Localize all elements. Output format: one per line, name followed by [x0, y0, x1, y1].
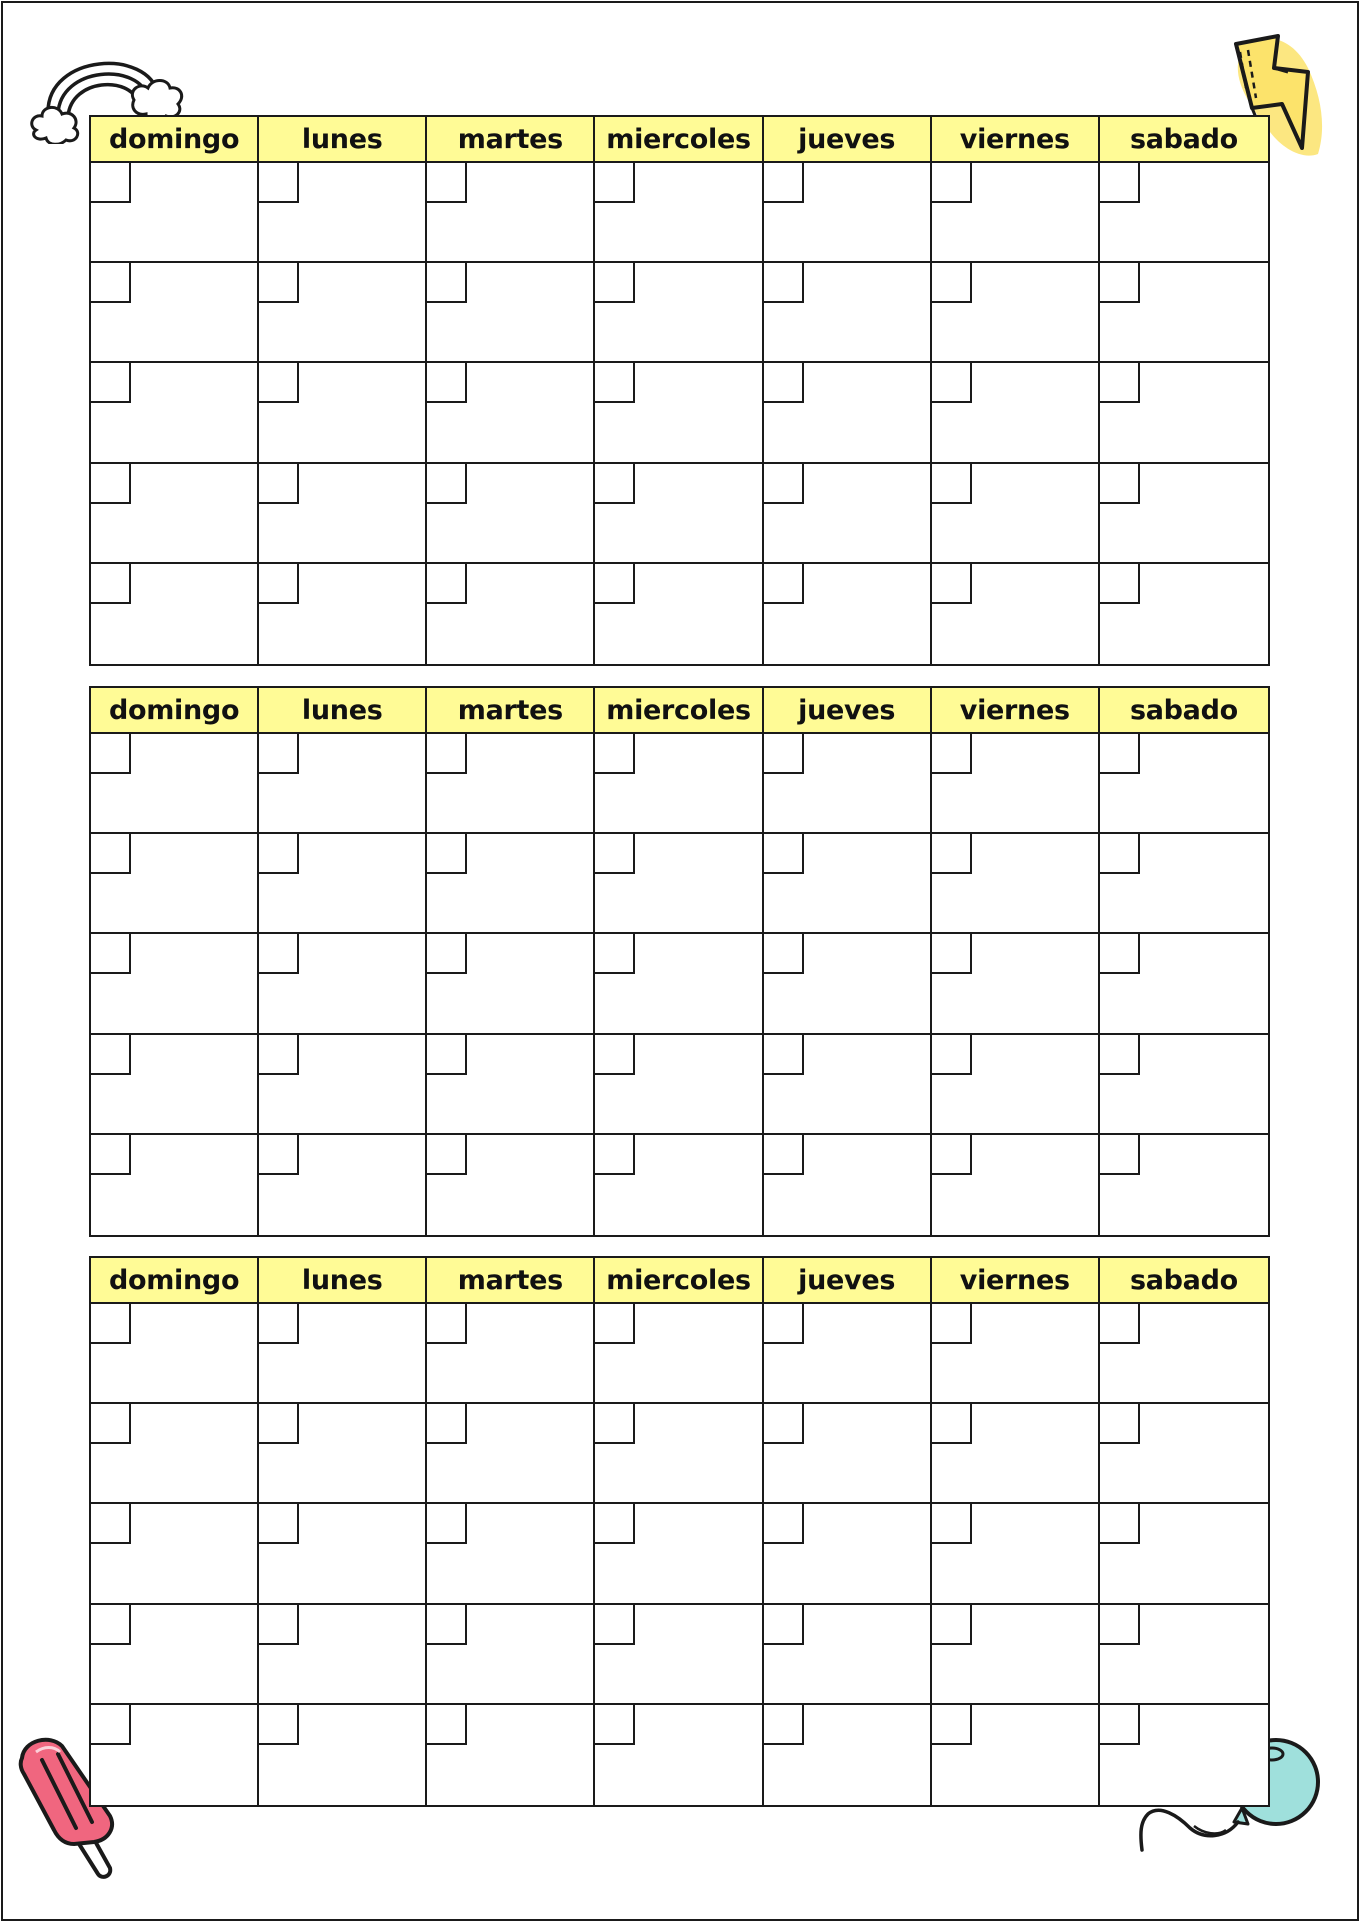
date-number-box[interactable]: [932, 464, 972, 504]
date-number-box[interactable]: [1100, 1304, 1140, 1344]
date-number-box[interactable]: [932, 263, 972, 303]
day-cell[interactable]: [427, 1605, 595, 1705]
date-number-box[interactable]: [1100, 1705, 1140, 1745]
day-cell[interactable]: [595, 464, 763, 564]
day-cell[interactable]: [764, 1705, 932, 1805]
date-number-box[interactable]: [427, 1504, 467, 1544]
day-cell[interactable]: [595, 1605, 763, 1705]
day-cell[interactable]: [595, 834, 763, 934]
day-cell[interactable]: [1100, 1035, 1268, 1135]
date-number-box[interactable]: [91, 834, 131, 874]
date-number-box[interactable]: [1100, 734, 1140, 774]
day-cell[interactable]: [1100, 363, 1268, 463]
day-cell[interactable]: [91, 1135, 259, 1235]
day-cell[interactable]: [764, 934, 932, 1034]
weekday-header-lunes: lunes: [259, 688, 427, 734]
day-cell[interactable]: [932, 363, 1100, 463]
date-number-box[interactable]: [91, 564, 131, 604]
weekday-header-martes: martes: [427, 1258, 595, 1304]
date-number-box[interactable]: [91, 1605, 131, 1645]
date-number-box[interactable]: [764, 934, 804, 974]
day-cell[interactable]: [91, 834, 259, 934]
date-number-box[interactable]: [932, 1035, 972, 1075]
date-number-box[interactable]: [764, 564, 804, 604]
date-number-box[interactable]: [1100, 934, 1140, 974]
day-cell[interactable]: [932, 564, 1100, 664]
date-number-box[interactable]: [1100, 464, 1140, 504]
day-cell[interactable]: [932, 834, 1100, 934]
day-cell[interactable]: [932, 263, 1100, 363]
date-number-box[interactable]: [764, 163, 804, 203]
date-number-box[interactable]: [259, 363, 299, 403]
day-cell[interactable]: [427, 163, 595, 263]
day-cell[interactable]: [427, 363, 595, 463]
day-cell[interactable]: [427, 734, 595, 834]
date-number-box[interactable]: [1100, 564, 1140, 604]
day-cell[interactable]: [764, 1504, 932, 1604]
date-number-box[interactable]: [595, 564, 635, 604]
date-number-box[interactable]: [259, 1035, 299, 1075]
weekday-header-domingo: domingo: [91, 1258, 259, 1304]
date-number-box[interactable]: [764, 1304, 804, 1344]
date-number-box[interactable]: [427, 163, 467, 203]
day-cell[interactable]: [259, 1135, 427, 1235]
day-cell[interactable]: [932, 734, 1100, 834]
day-cell[interactable]: [764, 834, 932, 934]
date-number-box[interactable]: [91, 1304, 131, 1344]
day-cell[interactable]: [764, 363, 932, 463]
day-cell[interactable]: [259, 263, 427, 363]
date-number-box[interactable]: [427, 464, 467, 504]
day-cell[interactable]: [259, 163, 427, 263]
day-cell[interactable]: [595, 263, 763, 363]
date-number-box[interactable]: [259, 734, 299, 774]
date-number-box[interactable]: [259, 1605, 299, 1645]
day-cell[interactable]: [1100, 734, 1268, 834]
date-number-box[interactable]: [595, 1035, 635, 1075]
date-number-box[interactable]: [595, 363, 635, 403]
weekday-header-viernes: viernes: [932, 117, 1100, 163]
day-cell[interactable]: [91, 1705, 259, 1805]
date-number-box[interactable]: [427, 1135, 467, 1175]
day-cell[interactable]: [595, 734, 763, 834]
weekday-header-domingo: domingo: [91, 688, 259, 734]
date-number-box[interactable]: [595, 1705, 635, 1745]
day-cell[interactable]: [1100, 1304, 1268, 1404]
date-number-box[interactable]: [1100, 1404, 1140, 1444]
day-cell[interactable]: [91, 934, 259, 1034]
date-number-box[interactable]: [1100, 1135, 1140, 1175]
day-cell[interactable]: [1100, 1404, 1268, 1504]
date-number-box[interactable]: [91, 1135, 131, 1175]
day-cell[interactable]: [764, 1304, 932, 1404]
date-number-box[interactable]: [764, 1404, 804, 1444]
day-cell[interactable]: [595, 163, 763, 263]
date-number-box[interactable]: [932, 363, 972, 403]
day-cell[interactable]: [932, 934, 1100, 1034]
date-number-box[interactable]: [1100, 1504, 1140, 1544]
date-number-box[interactable]: [595, 1135, 635, 1175]
date-number-box[interactable]: [932, 734, 972, 774]
date-number-box[interactable]: [427, 1605, 467, 1645]
day-cell[interactable]: [259, 564, 427, 664]
day-cell[interactable]: [91, 464, 259, 564]
day-cell[interactable]: [595, 1035, 763, 1135]
day-cell[interactable]: [427, 1304, 595, 1404]
day-cell[interactable]: [764, 263, 932, 363]
date-number-box[interactable]: [764, 834, 804, 874]
date-number-box[interactable]: [764, 363, 804, 403]
date-number-box[interactable]: [91, 163, 131, 203]
day-cell[interactable]: [91, 163, 259, 263]
date-number-box[interactable]: [427, 734, 467, 774]
weekday-header-miercoles: miercoles: [595, 1258, 763, 1304]
date-number-box[interactable]: [764, 464, 804, 504]
day-cell[interactable]: [91, 363, 259, 463]
date-number-box[interactable]: [932, 934, 972, 974]
weekday-header-sabado: sabado: [1100, 1258, 1268, 1304]
day-cell[interactable]: [764, 564, 932, 664]
date-number-box[interactable]: [595, 163, 635, 203]
date-number-box[interactable]: [595, 734, 635, 774]
day-cell[interactable]: [932, 1304, 1100, 1404]
day-cell[interactable]: [764, 1035, 932, 1135]
day-cell[interactable]: [259, 363, 427, 463]
date-number-box[interactable]: [91, 464, 131, 504]
weekday-header-sabado: sabado: [1100, 117, 1268, 163]
date-number-box[interactable]: [595, 1504, 635, 1544]
date-number-box[interactable]: [427, 263, 467, 303]
date-number-box[interactable]: [764, 1605, 804, 1645]
date-number-box[interactable]: [91, 263, 131, 303]
weekday-header-martes: martes: [427, 117, 595, 163]
day-cell[interactable]: [427, 1404, 595, 1504]
date-number-box[interactable]: [427, 1404, 467, 1444]
date-number-box[interactable]: [259, 1135, 299, 1175]
weekday-header-martes: martes: [427, 688, 595, 734]
day-cell[interactable]: [595, 1705, 763, 1805]
weekday-header-lunes: lunes: [259, 1258, 427, 1304]
day-cell[interactable]: [259, 834, 427, 934]
date-number-box[interactable]: [932, 564, 972, 604]
weekday-header-viernes: viernes: [932, 688, 1100, 734]
day-cell[interactable]: [259, 1504, 427, 1604]
weekday-header-domingo: domingo: [91, 117, 259, 163]
day-cell[interactable]: [259, 1304, 427, 1404]
day-cell[interactable]: [259, 1035, 427, 1135]
date-number-box[interactable]: [932, 1605, 972, 1645]
date-number-box[interactable]: [764, 263, 804, 303]
day-cell[interactable]: [259, 1605, 427, 1705]
day-cell[interactable]: [91, 1504, 259, 1604]
date-number-box[interactable]: [932, 834, 972, 874]
date-number-box[interactable]: [259, 1404, 299, 1444]
day-cell[interactable]: [1100, 163, 1268, 263]
day-cell[interactable]: [1100, 464, 1268, 564]
date-number-box[interactable]: [1100, 163, 1140, 203]
day-cell[interactable]: [932, 1605, 1100, 1705]
date-number-box[interactable]: [595, 934, 635, 974]
day-cell[interactable]: [259, 734, 427, 834]
day-cell[interactable]: [1100, 1504, 1268, 1604]
date-number-box[interactable]: [91, 734, 131, 774]
weekday-header-viernes: viernes: [932, 1258, 1100, 1304]
day-cell[interactable]: [1100, 564, 1268, 664]
date-number-box[interactable]: [259, 263, 299, 303]
weekday-header-miercoles: miercoles: [595, 117, 763, 163]
day-cell[interactable]: [427, 834, 595, 934]
day-cell[interactable]: [427, 1135, 595, 1235]
day-cell[interactable]: [764, 1605, 932, 1705]
date-number-box[interactable]: [91, 1035, 131, 1075]
day-cell[interactable]: [91, 1304, 259, 1404]
day-cell[interactable]: [764, 1404, 932, 1504]
date-number-box[interactable]: [595, 464, 635, 504]
day-cell[interactable]: [427, 1705, 595, 1805]
date-number-box[interactable]: [595, 1304, 635, 1344]
date-number-box[interactable]: [1100, 834, 1140, 874]
date-number-box[interactable]: [764, 1035, 804, 1075]
date-number-box[interactable]: [932, 1705, 972, 1745]
date-number-box[interactable]: [427, 1035, 467, 1075]
date-number-box[interactable]: [427, 934, 467, 974]
date-number-box[interactable]: [91, 934, 131, 974]
date-number-box[interactable]: [427, 564, 467, 604]
day-cell[interactable]: [427, 1035, 595, 1135]
day-cell[interactable]: [259, 934, 427, 1034]
day-cell[interactable]: [764, 734, 932, 834]
date-number-box[interactable]: [427, 834, 467, 874]
day-cell[interactable]: [1100, 1135, 1268, 1235]
date-number-box[interactable]: [259, 834, 299, 874]
day-cell[interactable]: [595, 564, 763, 664]
day-cell[interactable]: [932, 1504, 1100, 1604]
day-cell[interactable]: [595, 363, 763, 463]
day-cell[interactable]: [1100, 1605, 1268, 1705]
date-number-box[interactable]: [932, 1404, 972, 1444]
date-number-box[interactable]: [932, 1304, 972, 1344]
day-cell[interactable]: [427, 263, 595, 363]
day-cell[interactable]: [764, 1135, 932, 1235]
calendar-block-3: [89, 1256, 1270, 1807]
day-cell[interactable]: [427, 564, 595, 664]
calendar-block-1: [89, 115, 1270, 666]
day-cell[interactable]: [259, 464, 427, 564]
day-cell[interactable]: [764, 163, 932, 263]
date-number-box[interactable]: [932, 1504, 972, 1544]
day-cell[interactable]: [1100, 934, 1268, 1034]
date-number-box[interactable]: [764, 1135, 804, 1175]
day-cell[interactable]: [764, 464, 932, 564]
day-cell[interactable]: [595, 1504, 763, 1604]
date-number-box[interactable]: [259, 163, 299, 203]
date-number-box[interactable]: [764, 734, 804, 774]
weekday-header-jueves: jueves: [764, 1258, 932, 1304]
date-number-box[interactable]: [1100, 1035, 1140, 1075]
date-number-box[interactable]: [1100, 263, 1140, 303]
date-number-box[interactable]: [595, 1605, 635, 1645]
date-number-box[interactable]: [427, 1705, 467, 1745]
day-cell[interactable]: [91, 1605, 259, 1705]
day-cell[interactable]: [595, 1404, 763, 1504]
day-cell[interactable]: [91, 734, 259, 834]
date-number-box[interactable]: [259, 1705, 299, 1745]
day-cell[interactable]: [427, 1504, 595, 1604]
date-number-box[interactable]: [427, 1304, 467, 1344]
day-cell[interactable]: [91, 1035, 259, 1135]
date-number-box[interactable]: [1100, 363, 1140, 403]
day-cell[interactable]: [595, 1304, 763, 1404]
day-cell[interactable]: [259, 1404, 427, 1504]
day-cell[interactable]: [932, 1135, 1100, 1235]
day-cell[interactable]: [1100, 834, 1268, 934]
date-number-box[interactable]: [91, 1705, 131, 1745]
date-number-box[interactable]: [427, 363, 467, 403]
day-cell[interactable]: [932, 1705, 1100, 1805]
date-number-box[interactable]: [764, 1504, 804, 1544]
day-cell[interactable]: [932, 1404, 1100, 1504]
date-number-box[interactable]: [932, 1135, 972, 1175]
day-cell[interactable]: [1100, 1705, 1268, 1805]
weekday-header-jueves: jueves: [764, 688, 932, 734]
date-number-box[interactable]: [259, 464, 299, 504]
day-cell[interactable]: [932, 163, 1100, 263]
weekday-header-jueves: jueves: [764, 117, 932, 163]
date-number-box[interactable]: [595, 834, 635, 874]
day-cell[interactable]: [259, 1705, 427, 1805]
date-number-box[interactable]: [1100, 1605, 1140, 1645]
date-number-box[interactable]: [259, 1304, 299, 1344]
calendar-block-2: [89, 686, 1270, 1237]
day-cell[interactable]: [932, 464, 1100, 564]
date-number-box[interactable]: [259, 1504, 299, 1544]
day-cell[interactable]: [427, 934, 595, 1034]
date-number-box[interactable]: [91, 1504, 131, 1544]
day-cell[interactable]: [595, 1135, 763, 1235]
date-number-box[interactable]: [91, 363, 131, 403]
day-cell[interactable]: [1100, 263, 1268, 363]
date-number-box[interactable]: [932, 163, 972, 203]
date-number-box[interactable]: [259, 564, 299, 604]
day-cell[interactable]: [595, 934, 763, 1034]
date-number-box[interactable]: [764, 1705, 804, 1745]
date-number-box[interactable]: [595, 1404, 635, 1444]
weekday-header-sabado: sabado: [1100, 688, 1268, 734]
date-number-box[interactable]: [595, 263, 635, 303]
day-cell[interactable]: [91, 564, 259, 664]
day-cell[interactable]: [91, 1404, 259, 1504]
weekday-header-lunes: lunes: [259, 117, 427, 163]
day-cell[interactable]: [932, 1035, 1100, 1135]
day-cell[interactable]: [427, 464, 595, 564]
day-cell[interactable]: [91, 263, 259, 363]
date-number-box[interactable]: [91, 1404, 131, 1444]
date-number-box[interactable]: [259, 934, 299, 974]
weekday-header-miercoles: miercoles: [595, 688, 763, 734]
